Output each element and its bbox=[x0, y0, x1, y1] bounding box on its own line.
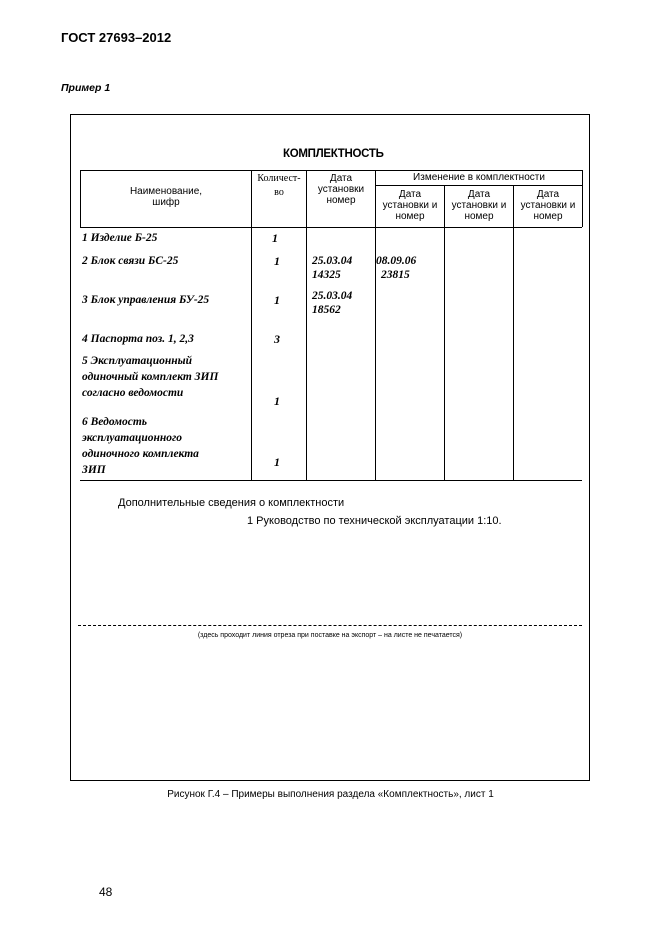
row-3-date: 25.03.04 bbox=[312, 290, 353, 302]
row-3-number: 18562 bbox=[312, 304, 341, 316]
cut-line-note: (здесь проходит линия отреза при поставке на экспорт – на листе не печатается) bbox=[197, 632, 463, 639]
col-divider-change3 bbox=[513, 185, 514, 480]
page-number: 48 bbox=[99, 885, 113, 899]
extra-info-item: 1 Руководство по технической эксплуатации 1:10. bbox=[247, 515, 502, 527]
col-header-change-3: Дата установки и номер bbox=[520, 189, 576, 222]
col-header-change-2: Дата установки и номер bbox=[451, 189, 507, 222]
table-top-border bbox=[80, 170, 582, 171]
row-5-name: 5 Эксплуатационный одиночный комплект ЗИП согласно ведомости bbox=[82, 355, 219, 399]
row-2-qty: 1 bbox=[274, 254, 280, 268]
col-header-changes: Изменение в комплектности bbox=[413, 172, 545, 183]
table-bottom-border bbox=[80, 480, 582, 481]
row-3-qty: 1 bbox=[274, 293, 280, 307]
row-1-qty: 1 bbox=[272, 231, 278, 245]
row-2-name: 2 Блок связи БС-25 bbox=[82, 255, 179, 267]
example-label: Пример 1 bbox=[61, 82, 111, 94]
changes-divider bbox=[375, 185, 582, 186]
row-2-change-number: 23815 bbox=[381, 269, 410, 281]
col-header-name: Наименование, шифр bbox=[129, 186, 203, 208]
table-left-border bbox=[80, 170, 81, 227]
row-1-name: 1 Изделие Б-25 bbox=[82, 232, 158, 244]
row-4-qty: 3 bbox=[274, 332, 280, 346]
table-right-border bbox=[582, 170, 583, 227]
row-2-change-date: 08.09.06 bbox=[376, 255, 417, 267]
cut-line bbox=[78, 625, 582, 626]
col-header-date: Дата установки номер bbox=[317, 173, 365, 206]
figure-caption: Рисунок Г.4 – Примеры выполнения раздела «Комплектность», лист 1 bbox=[167, 789, 494, 800]
extra-info-label: Дополнительные сведения о комплектности bbox=[118, 497, 345, 509]
row-2-number: 14325 bbox=[312, 269, 341, 281]
col-divider-date bbox=[306, 170, 307, 480]
col-divider-change2 bbox=[444, 185, 445, 480]
col-divider-qty bbox=[251, 170, 252, 480]
col-header-change-1: Дата установки и номер bbox=[382, 189, 438, 222]
form-title: КОМПЛЕКТНОСТЬ bbox=[283, 148, 384, 160]
row-6-qty: 1 bbox=[274, 455, 280, 469]
header-bottom-border bbox=[80, 227, 582, 228]
row-5-qty: 1 bbox=[274, 394, 280, 408]
row-6-name: 6 Ведомость эксплуатационного одиночного комплекта ЗИП bbox=[82, 416, 199, 476]
col-header-qty: Количест- во bbox=[257, 173, 301, 198]
standard-number: ГОСТ 27693–2012 bbox=[61, 30, 172, 45]
row-2-date: 25.03.04 bbox=[312, 255, 353, 267]
row-3-name: 3 Блок управления БУ-25 bbox=[82, 294, 210, 306]
row-4-name: 4 Паспорта поз. 1, 2,3 bbox=[82, 333, 194, 345]
